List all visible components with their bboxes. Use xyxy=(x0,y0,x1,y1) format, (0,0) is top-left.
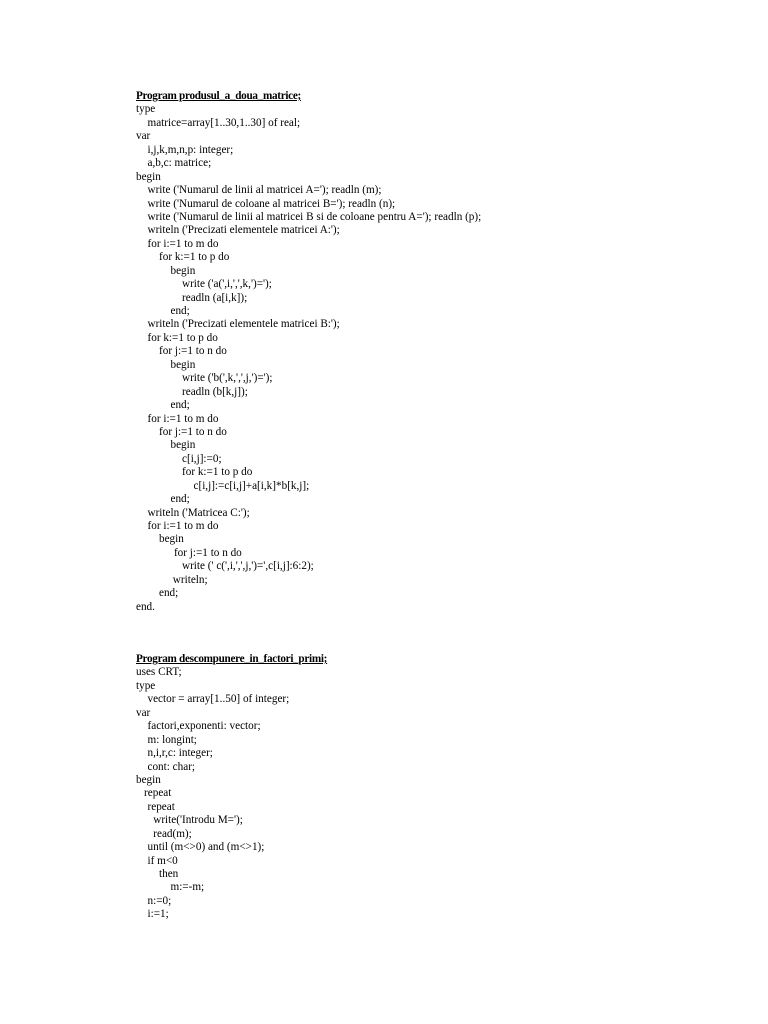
program-title: Program descompunere_in_factori_primi; xyxy=(136,653,328,665)
code-line: for k:=1 to p do xyxy=(182,466,253,479)
code-line: writeln ('Precizati elementele matricei B:'); xyxy=(147,318,340,331)
code-line: write('Introdu M='); xyxy=(153,814,243,827)
code-line: var xyxy=(136,130,151,143)
code-line: write ('a(',i,',',k,')='); xyxy=(182,278,272,291)
code-line: writeln ('Precizati elementele matricei A:'); xyxy=(147,224,340,237)
code-line: c[i,j]:=0; xyxy=(182,452,222,465)
code-line: var xyxy=(136,706,151,719)
code-line: n,i,r,c: integer; xyxy=(147,747,213,760)
code-line: i,j,k,m,n,p: integer; xyxy=(147,143,234,156)
code-line: i:=1; xyxy=(147,908,169,921)
code-line: for k:=1 to p do xyxy=(147,331,218,344)
code-line: then xyxy=(159,868,179,880)
code-line: until (m<>0) and (m<>1); xyxy=(147,841,265,854)
code-line: writeln; xyxy=(172,573,208,586)
code-line: for k:=1 to p do xyxy=(159,251,230,264)
code-line: factori,exponenti: vector; xyxy=(147,720,261,733)
code-line: m:=-m; xyxy=(170,881,205,894)
code-line: uses CRT; xyxy=(136,666,182,679)
code-line: for j:=1 to n do xyxy=(159,345,227,358)
code-line: begin xyxy=(170,358,196,371)
code-line: if m<0 xyxy=(147,854,178,867)
code-line: end; xyxy=(170,399,190,412)
code-line: repeat xyxy=(147,800,175,813)
code-line: n:=0; xyxy=(147,894,172,907)
code-line: write ('Numarul de linii al matricei A='); readln (m); xyxy=(147,184,382,197)
code-line: begin xyxy=(170,264,196,277)
code-line: cont: char; xyxy=(147,760,196,773)
code-line: for i:=1 to m do xyxy=(147,412,219,425)
code-line: write (' c(',i,',',j,')=',c[i,j]:6:2); xyxy=(182,560,314,573)
code-line: end; xyxy=(159,587,179,600)
program-produsul-a-doua-matrice xyxy=(136,90,736,614)
code-line: matrice=array[1..30,1..30] of real; xyxy=(147,116,301,129)
code-line: read(m); xyxy=(153,827,192,840)
code-line: write ('Numarul de linii al matricei B si de coloane pentru A='); readln (p); xyxy=(147,210,482,223)
program-title: Program produsul_a_doua_matrice; xyxy=(136,90,301,102)
code-line: type xyxy=(136,679,156,692)
code-line: begin xyxy=(159,533,184,546)
code-line: for i:=1 to m do xyxy=(147,237,219,250)
code-line: write ('Numarul de coloane al matricei B='); readln (n); xyxy=(147,197,396,210)
code-line: readln (b[k,j]); xyxy=(182,385,248,398)
code-line: begin xyxy=(136,773,161,786)
code-line: end; xyxy=(170,305,190,317)
code-line: type xyxy=(136,103,156,116)
code-line: begin xyxy=(170,439,196,452)
code-line: for j:=1 to n do xyxy=(159,425,227,438)
code-line: c[i,j]:=c[i,j]+a[i,k]*b[k,j]; xyxy=(193,479,310,492)
code-line: readln (a[i,k]); xyxy=(182,291,248,304)
code-line: writeln ('Matricea C:'); xyxy=(147,506,250,519)
code-line: end; xyxy=(170,493,190,506)
code-line: a,b,c: matrice; xyxy=(147,157,212,170)
code-line: write ('b(',k,',',j,')='); xyxy=(182,372,273,385)
code-line: vector = array[1..50] of integer; xyxy=(147,693,290,706)
code-line: repeat xyxy=(144,787,172,800)
program-descompunere-in-factori-primi xyxy=(136,653,736,922)
code-line: m: longint; xyxy=(147,733,197,746)
code-line: end. xyxy=(136,600,155,613)
code-line: begin xyxy=(136,170,161,183)
code-line: for i:=1 to m do xyxy=(147,520,219,532)
code-line: for j:=1 to n do xyxy=(173,546,242,559)
